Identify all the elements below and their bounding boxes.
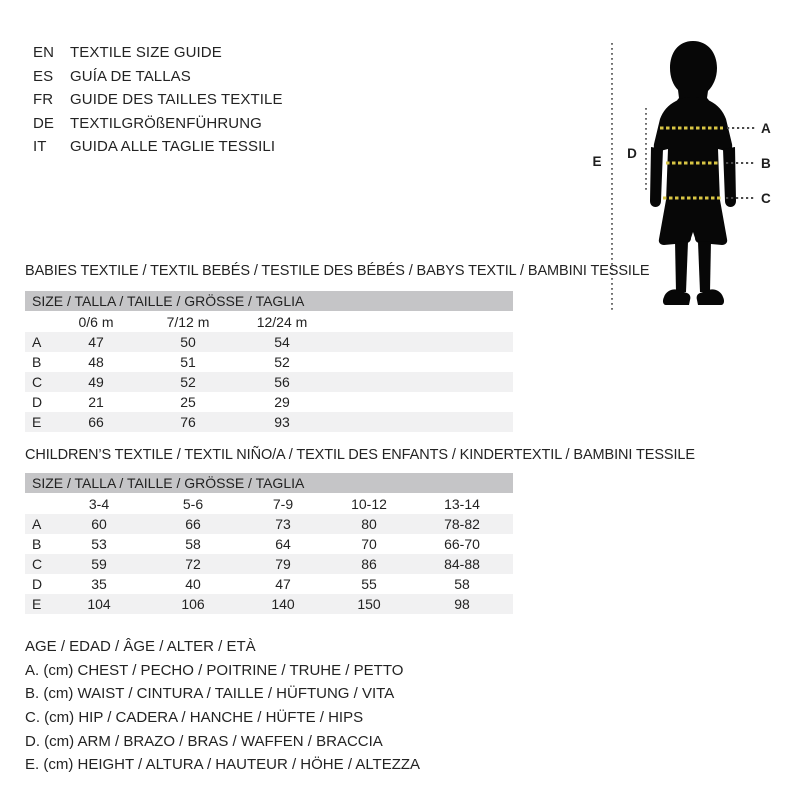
table-row: [25, 332, 513, 352]
children-size-table: [25, 493, 513, 614]
row-label: C: [32, 556, 43, 572]
lang-code: EN: [33, 44, 55, 62]
table-row: [25, 372, 513, 392]
row-label: E: [32, 596, 42, 612]
row-label: D: [32, 576, 43, 592]
cell: 60: [91, 516, 107, 532]
lang-code: DE: [33, 114, 55, 132]
children-size-bar: SIZE / TALLA / TAILLE / GRÖSSE / TAGLIA: [25, 473, 513, 493]
babies-col-12-24m: 12/24 m: [256, 313, 308, 330]
table-row: [25, 554, 513, 574]
cell: 21: [88, 394, 104, 410]
cell: 58: [185, 536, 201, 552]
legend-age: AGE / EDAD / ÂGE / ALTER / ETÀ: [25, 638, 256, 655]
cell: 50: [180, 334, 196, 350]
cell: 70: [361, 536, 377, 552]
cell: 49: [88, 374, 104, 390]
label-c: C: [761, 191, 771, 206]
empty-cell: [25, 493, 51, 514]
cell: 86: [361, 556, 377, 572]
row-label: E: [32, 414, 42, 430]
row-label: A: [32, 516, 42, 532]
cell: 54: [274, 334, 290, 350]
table-row: [25, 352, 513, 372]
cell: 48: [88, 354, 104, 370]
cell: 47: [275, 576, 291, 592]
cell: 58: [454, 576, 470, 592]
babies-column-header-row: [25, 311, 513, 332]
babies-col-7-12m: 7/12 m: [166, 313, 210, 330]
row-label: A: [32, 334, 42, 350]
cell: 93: [274, 414, 290, 430]
cell: 66: [88, 414, 104, 430]
cell: 80: [361, 516, 377, 532]
children-section-heading: CHILDREN’S TEXTILE / TEXTIL NIÑO/A / TEXTIL DES ENFANTS / KINDERTEXTIL / BAMBINI TESSILE: [25, 447, 695, 463]
table-row: [25, 514, 513, 534]
empty-cell: [329, 311, 513, 332]
children-col-5-6: 5-6: [182, 495, 204, 512]
empty-cell: [329, 332, 513, 352]
legend-hip: C. (cm) HIP / CADERA / HANCHE / HÜFTE / HIPS: [25, 709, 364, 727]
cell: 66-70: [444, 536, 480, 552]
legend-arm: D. (cm) ARM / BRAZO / BRAS / WAFFEN / BRACCIA: [25, 732, 383, 750]
lang-code: FR: [33, 91, 54, 109]
cell: 55: [361, 576, 377, 592]
lang-title: GUIDA ALLE TAGLIE TESSILI: [70, 138, 276, 156]
cell: 72: [185, 556, 201, 572]
children-col-10-12: 10-12: [351, 495, 387, 512]
lang-title: TEXTILGRÖßENFÜHRUNG: [70, 114, 262, 132]
row-label: D: [32, 394, 43, 410]
cell: 79: [275, 556, 291, 572]
child-silhouette-body: [650, 41, 736, 305]
lang-title: TEXTILE SIZE GUIDE: [70, 44, 222, 62]
cell: 35: [91, 576, 107, 592]
measurement-legend: [25, 635, 420, 777]
babies-size-table: [25, 311, 513, 432]
cell: 47: [88, 334, 104, 350]
label-e: E: [592, 154, 602, 169]
cell: 52: [180, 374, 196, 390]
cell: 150: [357, 596, 381, 612]
babies-col-0-6m: 0/6 m: [78, 313, 114, 330]
lang-row-en: [33, 41, 283, 65]
row-label: C: [32, 374, 43, 390]
children-col-3-4: 3-4: [88, 495, 110, 512]
legend-height: E. (cm) HEIGHT / ALTURA / HAUTEUR / HÖHE / ALTEZZA: [25, 756, 421, 774]
cell: 106: [181, 596, 205, 612]
label-a: A: [761, 121, 771, 136]
legend-chest: A. (cm) CHEST / PECHO / POITRINE / TRUHE / PETTO: [25, 661, 404, 679]
row-label: B: [32, 536, 42, 552]
table-row: [25, 574, 513, 594]
table-row: [25, 392, 513, 412]
row-label: B: [32, 354, 42, 370]
cell: 78-82: [444, 516, 480, 532]
cell: 40: [185, 576, 201, 592]
table-row: [25, 412, 513, 432]
legend-waist: B. (cm) WAIST / CINTURA / TAILLE / HÜFTUNG / VITA: [25, 685, 395, 703]
cell: 29: [274, 394, 290, 410]
cell: 140: [271, 596, 295, 612]
lang-row-es: [33, 65, 283, 89]
lang-title: GUIDE DES TAILLES TEXTILE: [70, 91, 283, 109]
lang-row-de: [33, 112, 283, 136]
table-row: [25, 534, 513, 554]
cell: 25: [180, 394, 196, 410]
empty-cell: [329, 372, 513, 392]
cell: 64: [275, 536, 291, 552]
cell: 104: [87, 596, 111, 612]
cell: 66: [185, 516, 201, 532]
children-column-header-row: [25, 493, 513, 514]
cell: 98: [454, 596, 470, 612]
babies-size-bar: SIZE / TALLA / TAILLE / GRÖSSE / TAGLIA: [25, 291, 513, 311]
lang-code: ES: [33, 67, 54, 85]
lang-row-fr: [33, 88, 283, 112]
children-col-7-9: 7-9: [272, 495, 294, 512]
cell: 76: [180, 414, 196, 430]
cell: 56: [274, 374, 290, 390]
babies-section-heading: BABIES TEXTILE / TEXTIL BEBÉS / TESTILE DES BÉBÉS / BABYS TEXTIL / BAMBINI TESSILE: [25, 263, 650, 279]
cell: 53: [91, 536, 107, 552]
lang-title: GUÍA DE TALLAS: [70, 67, 191, 85]
empty-cell: [329, 412, 513, 432]
language-title-list: [33, 41, 283, 159]
children-col-13-14: 13-14: [444, 495, 480, 512]
empty-cell: [25, 311, 51, 332]
cell: 84-88: [444, 556, 480, 572]
lang-code: IT: [33, 138, 47, 156]
cell: 73: [275, 516, 291, 532]
empty-cell: [329, 392, 513, 412]
empty-cell: [329, 352, 513, 372]
cell: 59: [91, 556, 107, 572]
cell: 52: [274, 354, 290, 370]
label-b: B: [761, 156, 771, 171]
lang-row-it: [33, 135, 283, 159]
cell: 51: [180, 354, 196, 370]
table-row: [25, 594, 513, 614]
label-d: D: [627, 146, 637, 161]
